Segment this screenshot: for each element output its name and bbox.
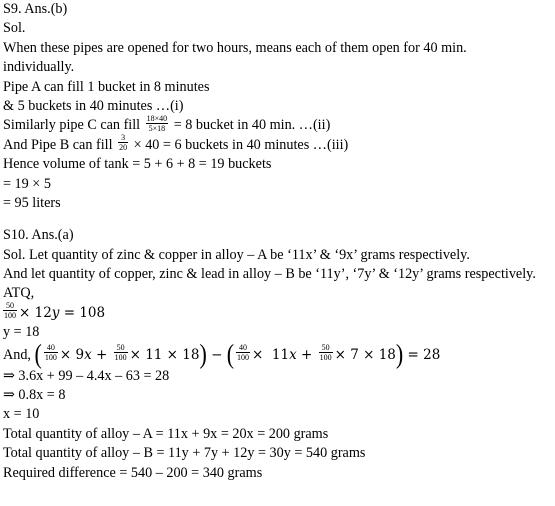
- s10-line-12: Required difference = 540 – 200 = 340 grams: [3, 464, 263, 481]
- section-spacer: [3, 213, 553, 226]
- s9-line-4: & 5 buckets in 40 minutes …(i): [3, 97, 184, 114]
- s9-heading: S9. Ans.(b): [3, 1, 68, 17]
- s10-eq1-variable: y: [51, 304, 60, 321]
- s9-line-5-text: Similarly pipe C can fill: [3, 117, 144, 134]
- fraction-denominator: 100: [319, 352, 332, 362]
- fraction-numerator: 18×40: [146, 113, 168, 123]
- plus-sign: +: [296, 346, 317, 363]
- s10-atq: ATQ,: [3, 285, 35, 302]
- s10-eq2-term-c: × 11: [252, 346, 290, 363]
- minus-sign: −: [206, 346, 227, 363]
- s9-line-5: [3, 113, 553, 135]
- plus-sign: +: [91, 346, 112, 363]
- s10-eq2-fraction-a: [44, 343, 58, 362]
- s9-line-7: Hence volume of tank = 5 + 6 + 8 = 19 buckets: [3, 156, 272, 173]
- s9-line-8: = 19 × 5: [3, 175, 51, 192]
- s9-sol-label: Sol.: [3, 20, 26, 37]
- s10-equation-1: [3, 301, 553, 323]
- s9-line-3: Pipe A can fill 1 bucket in 8 minutes: [3, 78, 210, 95]
- s10-eq2-fraction-c: [236, 343, 250, 362]
- s9-line-6-result: × 40 = 6 buckets in 40 minutes …(iii): [130, 136, 349, 153]
- s10-and-label: And,: [3, 346, 31, 363]
- s10-eq2-fraction-d: [319, 343, 333, 362]
- s9-line-1: When these pipes are opened for two hours, means each of them open for 40 min.: [3, 39, 467, 56]
- s9-line-9: = 95 liters: [3, 194, 61, 211]
- open-paren: (: [226, 337, 235, 369]
- s9-line-6-text: And Pipe B can fill: [3, 136, 117, 153]
- s10-eq2-term-a: × 9: [59, 346, 85, 363]
- fraction-denominator: 100: [44, 352, 57, 362]
- fraction-numerator: 50: [114, 343, 128, 353]
- s10-eq2-var-c: x: [289, 346, 297, 363]
- s10-line-y: y = 18: [3, 324, 40, 341]
- s9-line-5-result: = 8 bucket in 40 min. …(ii): [170, 117, 331, 134]
- s10-eq2-result: = 28: [403, 346, 441, 363]
- fraction-numerator: 50: [319, 343, 333, 353]
- s10-line-9: x = 10: [3, 406, 40, 423]
- s10-line-8: ⇒ 0.8x = 8: [3, 387, 66, 404]
- s10-line-10: Total quantity of alloy – A = 11x + 9x = 20x = 200 grams: [3, 425, 329, 442]
- fraction-denominator: 5×18: [148, 123, 166, 133]
- s10-eq2-var-a: x: [84, 346, 92, 363]
- s10-line-7: ⇒ 3.6x + 99 – 4.4x – 63 = 28: [3, 367, 170, 384]
- open-paren: (: [34, 337, 42, 369]
- s10-eq2-term-d: × 7 × 18: [334, 346, 396, 363]
- fraction-numerator: 3: [118, 133, 128, 143]
- s10-heading: S10. Ans.(a): [3, 227, 74, 244]
- s10-eq2-term-b: × 11 × 18: [129, 346, 200, 363]
- s10-line-11: Total quantity of alloy – B = 11y + 7y + 12y = 30y = 540 grams: [3, 445, 366, 462]
- fraction-numerator: 50: [3, 301, 17, 311]
- s10-eq1-term: × 12: [19, 304, 52, 321]
- fraction-numerator: 40: [44, 343, 58, 353]
- solution-document: [3, 0, 553, 483]
- close-paren: ): [395, 337, 404, 369]
- fraction-denominator: 100: [237, 352, 250, 362]
- s9-fraction-pipe-b: [118, 133, 128, 152]
- s10-eq2-fraction-b: [114, 343, 128, 362]
- s10-line-1: Sol. Let quantity of zinc & copper in alloy – A be ‘11x’ & ‘9x’ grams respectively.: [3, 246, 470, 263]
- s10-line-2: And let quantity of copper, zinc & lead in alloy – B be ‘11y’, ‘7y’ & ‘12y’ grams respectively.: [3, 266, 536, 283]
- s10-eq1-fraction: [3, 301, 17, 320]
- s10-equation-2: [3, 337, 553, 369]
- s9-line-2: individually.: [3, 59, 75, 76]
- fraction-denominator: 100: [4, 311, 16, 321]
- fraction-denominator: 20: [119, 142, 128, 152]
- s9-fraction-pipe-c: [146, 114, 169, 133]
- s10-eq1-result: = 108: [59, 304, 106, 321]
- fraction-numerator: 40: [236, 343, 250, 353]
- fraction-denominator: 100: [114, 352, 127, 362]
- s9-line-6: [3, 132, 553, 155]
- close-paren: ): [199, 337, 207, 369]
